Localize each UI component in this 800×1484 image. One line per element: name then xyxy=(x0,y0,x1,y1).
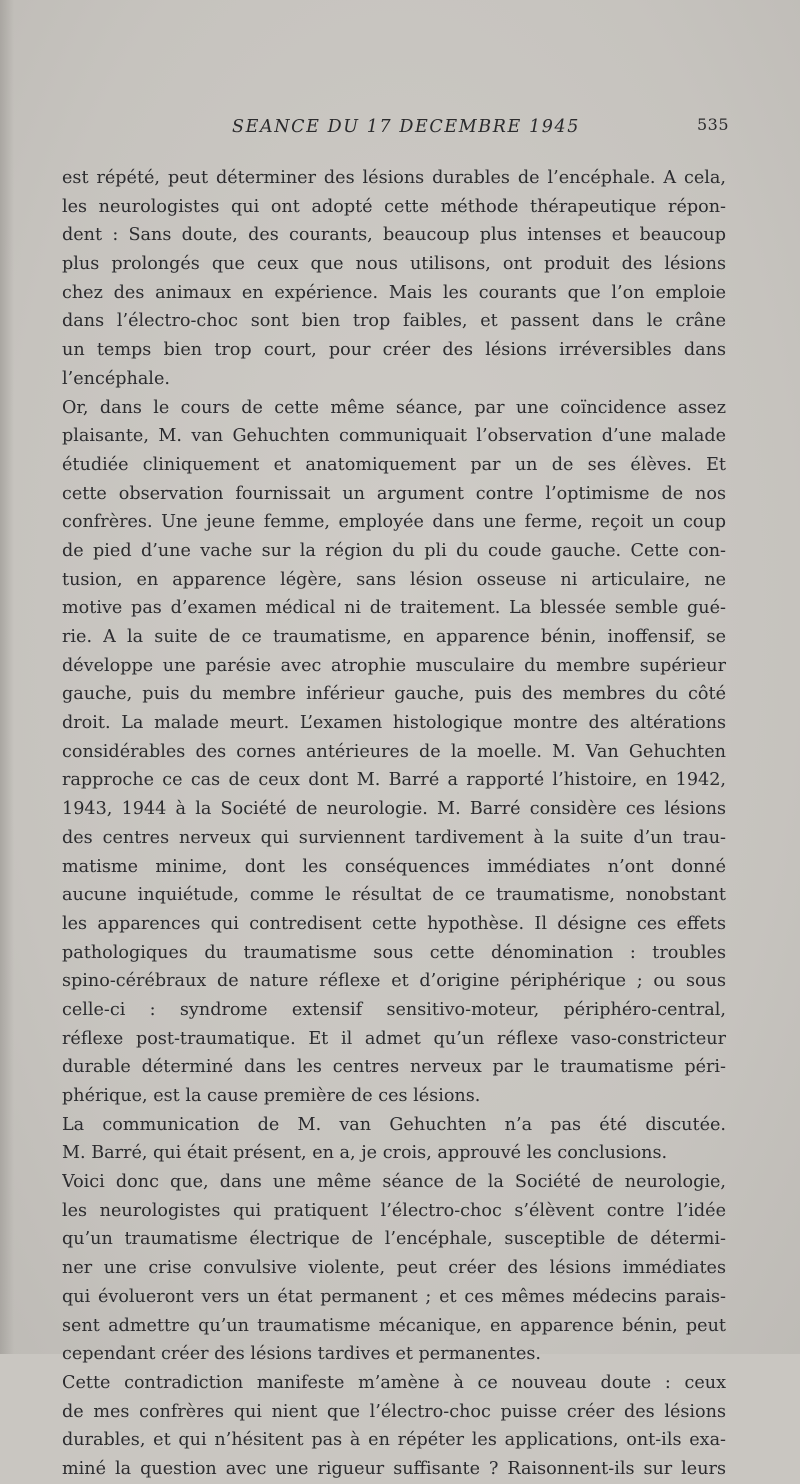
paragraph-end-line: cependant créer des lésions tardives et permanentes. xyxy=(62,1344,541,1365)
paragraph-end-line: phérique, est la cause première de ces lésions. xyxy=(62,1086,481,1106)
text-line: pathologiques du traumatisme sous cette dénomination : troubles xyxy=(62,942,726,963)
paragraph-end-line: M. Barré, qui était présent, en a, je crois, approuvé les conclusions. xyxy=(62,1143,668,1164)
text-line: est répété, peut déterminer des lésions durables de l’encéphale. A cela, xyxy=(62,168,726,188)
paragraph-first-line: Or, dans le cours de cette même séance, par une coïncidence assez xyxy=(62,397,726,418)
text-line: les neurologistes qui ont adopté cette méthode thérapeutique répon- xyxy=(62,196,726,217)
text-line: dent : Sans doute, des courants, beaucoup plus intenses et beaucoup xyxy=(62,225,726,246)
text-line: des centres nerveux qui surviennent tardivement à la suite d’un trau- xyxy=(62,827,726,848)
text-line: motive pas d’examen médical ni de traitement. La blessée semble gué- xyxy=(62,598,726,619)
text-line: chez des animaux en expérience. Mais les courants que l’on emploie xyxy=(62,282,726,303)
paragraph-first-line: La communication de M. van Gehuchten n’a pas été discutée. xyxy=(62,1114,726,1135)
text-line: durables, et qui n’hésitent pas à en répéter les applications, ont-ils exa- xyxy=(62,1430,726,1451)
text-line: un temps bien trop court, pour créer des lésions irréversibles dans xyxy=(62,340,726,361)
text-line: dans l’électro-choc sont bien trop faibles, et passent dans le crâne xyxy=(62,311,726,332)
text-line: 1943, 1944 à la Société de neurologie. M. Barré considère ces lésions xyxy=(62,799,726,820)
text-line: plus prolongés que ceux que nous utilisons, ont produit des lésions xyxy=(62,254,726,275)
text-line: matisme minime, dont les conséquences immédiates n’ont donné xyxy=(62,856,726,877)
text-line: droit. La malade meurt. L’examen histologique montre des altérations xyxy=(62,713,726,734)
paragraph-first-line: Cette contradiction manifeste m’amène à ce nouveau doute : ceux xyxy=(62,1372,726,1393)
text-line: plaisante, M. van Gehuchten communiquait l’observation d’une malade xyxy=(62,426,726,447)
text-line: durable déterminé dans les centres nerveux par le traumatisme péri- xyxy=(62,1057,726,1078)
page-header xyxy=(0,117,800,147)
text-line: celle-ci : syndrome extensif sensitivo-moteur, périphéro-central, xyxy=(62,999,726,1020)
text-line: de mes confrères qui nient que l’électro-choc puisse créer des lésions xyxy=(62,1401,726,1422)
paragraph-end-line: l’encéphale. xyxy=(62,368,170,389)
text-line: spino-cérébraux de nature réflexe et d’origine périphérique ; ou sous xyxy=(62,971,726,992)
text-line: cette observation fournissait un argument contre l’optimisme de nos xyxy=(62,483,726,504)
text-line: rie. A la suite de ce traumatisme, en apparence bénin, inoffensif, se xyxy=(62,627,726,647)
body-text xyxy=(62,164,726,1484)
text-line: tusion, en apparence légère, sans lésion osseuse ni articulaire, ne xyxy=(62,569,726,590)
text-line: les neurologistes qui pratiquent l’électro-choc s’élèvent contre l’idée xyxy=(62,1200,726,1221)
text-line: développe une parésie avec atrophie musculaire du membre supérieur xyxy=(62,655,726,676)
text-line: confrères. Une jeune femme, employée dans une ferme, reçoit un coup xyxy=(62,512,726,533)
page-number: 535 xyxy=(697,115,730,134)
text-line: de pied d’une vache sur la région du pli du coude gauche. Cette con- xyxy=(62,540,726,561)
text-line: considérables des cornes antérieures de la moelle. M. Van Gehuchten xyxy=(62,741,726,762)
text-line: qu’un traumatisme électrique de l’encéphale, susceptible de détermi- xyxy=(62,1229,726,1250)
text-line: les apparences qui contredisent cette hypothèse. Il désigne ces effets xyxy=(62,913,726,934)
paragraph-first-line: Voici donc que, dans une même séance de la Société de neurologie, xyxy=(62,1172,726,1193)
text-line: rapproche ce cas de ceux dont M. Barré a rapporté l’histoire, en 1942, xyxy=(62,770,726,791)
text-line: qui évolueront vers un état permanent ; et ces mêmes médecins parais- xyxy=(62,1286,726,1307)
running-title: SEANCE DU 17 DECEMBRE 1945 xyxy=(232,117,581,137)
text-line: sent admettre qu’un traumatisme mécanique, en apparence bénin, peut xyxy=(62,1315,726,1336)
text-line: gauche, puis du membre inférieur gauche, puis des membres du côté xyxy=(62,684,726,705)
text-line: étudiée cliniquement et anatomiquement par un de ses élèves. Et xyxy=(62,454,726,475)
text-line: miné la question avec une rigueur suffisante ? Raisonnent-ils sur leurs xyxy=(62,1458,726,1479)
page-gutter-shadow xyxy=(0,0,14,1354)
text-line: réflexe post-traumatique. Et il admet qu’un réflexe vaso-constricteur xyxy=(62,1028,726,1049)
text-line: ner une crise convulsive violente, peut créer des lésions immédiates xyxy=(62,1258,726,1279)
text-line: aucune inquiétude, comme le résultat de ce traumatisme, nonobstant xyxy=(62,885,726,906)
